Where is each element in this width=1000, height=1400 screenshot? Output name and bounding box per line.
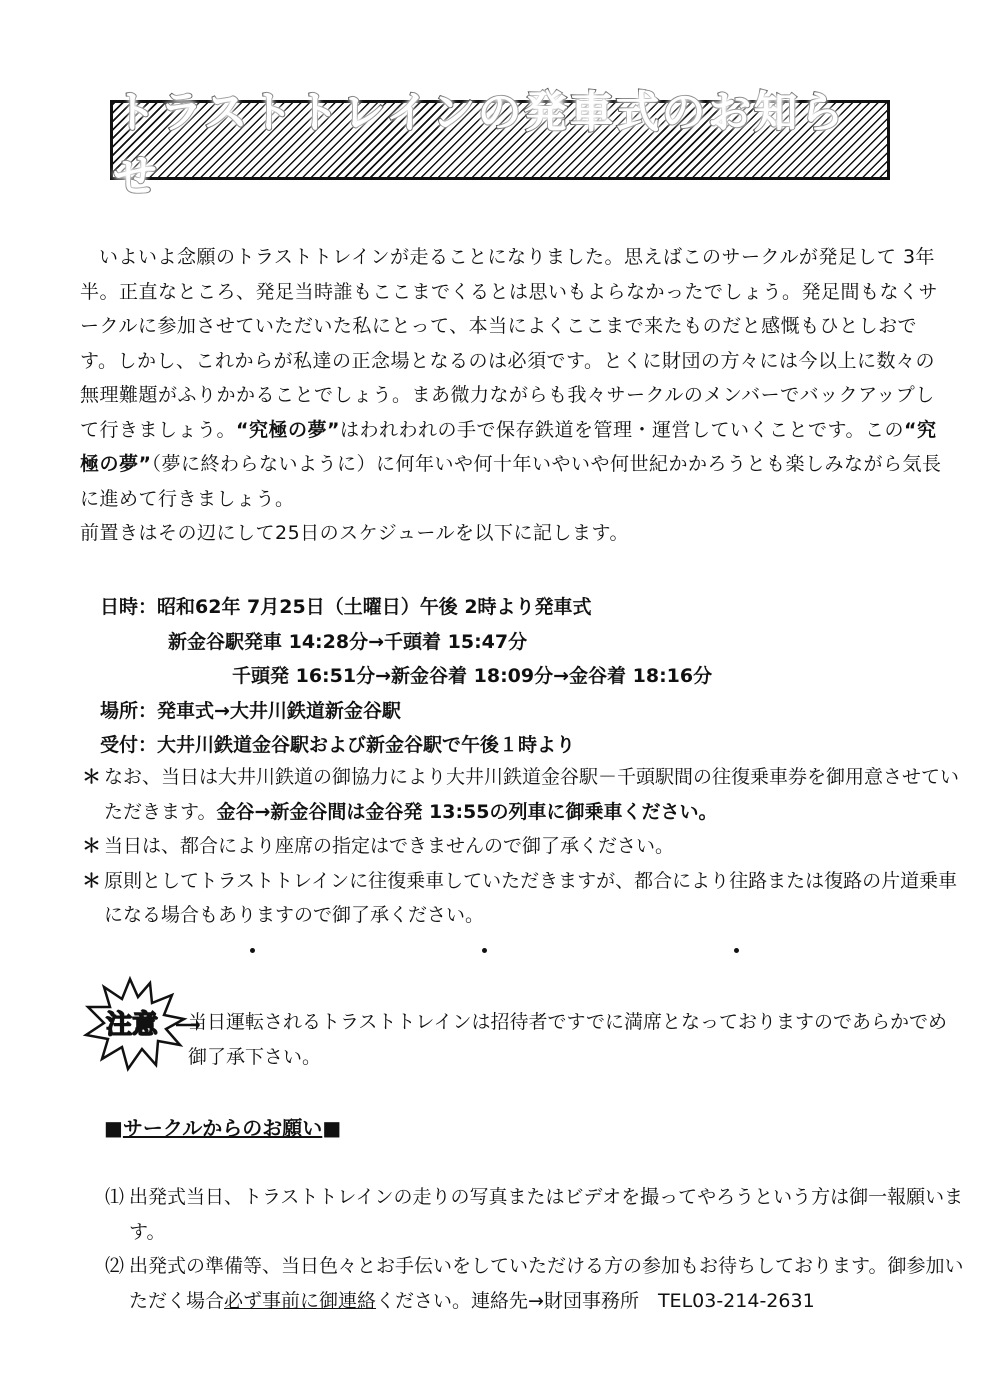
asterisk-icon: ＊ <box>82 835 102 857</box>
intro-paragraph <box>80 240 950 516</box>
contact-phone: TEL03-214-2631 <box>657 1289 815 1312</box>
request-text: ください。連絡先→財団事務所 <box>376 1289 658 1312</box>
note-text: 原則としてトラストトレインに往復乗車していただきますが、都合により往路または復路の片道乗車になる場合もありますので御了承ください。 <box>104 869 958 926</box>
request-item <box>105 1180 965 1249</box>
schedule-reception: 受付：大井川鉄道金谷駅および新金谷駅で午後１時より <box>100 734 576 756</box>
intro-text-b: はわれわれの手で保存鉄道を管理・運営していくことです。この <box>340 418 904 441</box>
request-item <box>105 1249 965 1318</box>
separator-dot <box>734 948 739 953</box>
note-text: なお、当日は大井川鉄道の御協力により大井川鉄道金谷駅－千頭駅間の往復乗車券を御用意させていただきます。 <box>104 766 960 823</box>
note-text: 当日は、都合により座席の指定はできませんので御了承ください。 <box>104 835 675 857</box>
dream-phrase: “究極の夢” <box>236 418 340 441</box>
schedule-datetime: 日時：昭和62年 7月25日（土曜日）午後 2時より発車式 <box>100 596 592 618</box>
requests-section <box>105 1180 965 1318</box>
caution-burst-icon <box>80 975 200 1075</box>
separator-dot <box>482 948 487 953</box>
schedule-section <box>100 590 960 763</box>
caution-badge <box>80 975 200 1075</box>
note-text-bold: 金谷→新金谷間は金谷発 13:55の列車に御乗車ください。 <box>216 800 718 823</box>
separator-dots <box>0 948 1000 958</box>
request-text-underlined: 必ず事前に御連絡 <box>224 1289 377 1312</box>
dream-phrase: “究極の夢” <box>80 418 937 475</box>
separator-dot <box>250 948 255 953</box>
circle-heading-text: サークルからのお願い <box>122 1116 323 1140</box>
request-text: 出発式の準備等、当日色々とお手伝いをしていただける方の参加もお待ちしております。御参加いただく場合 <box>129 1255 964 1312</box>
request-number: ⑴ <box>105 1186 125 1208</box>
note-item <box>82 829 962 864</box>
note-item <box>82 760 962 829</box>
circle-heading: ■サークルからのお願い■ <box>104 1116 342 1140</box>
notes-section <box>82 760 962 933</box>
schedule-outbound: 新金谷駅発車 14:28分→千頭着 15:47分 <box>168 630 528 653</box>
intro-closing: 前置きはその辺にして25日のスケジュールを以下に記します。 <box>80 522 630 544</box>
intro-text-a: いよいよ念願のトラストトレインが走ることになりました。思えばこのサークルが発足して 3年半。正直なところ、発足当時誰もここまでくるとは思いもよらなかったでしょう。発足間もなくサークルに参加させていただいた私にとって、本当によくここまで来たものだと感慨もひとしおです。しかし、これからが私達の正念場となるのは必須です。とくに財団の方々には今以上に数々の無理難題がふりかかることでしょう。まあ微力ながらも我々サークルのメンバーでバックアップして行きましょう。 <box>80 246 939 441</box>
intro-section <box>80 240 950 551</box>
asterisk-icon: ＊ <box>82 766 102 788</box>
page-title: トラストトレインの発車式のお知らせ <box>113 87 846 202</box>
title-banner <box>110 87 890 202</box>
schedule-place: 場所：発車式→大井川鉄道新金谷駅 <box>100 699 401 722</box>
caution-label: 注意 <box>105 1010 159 1040</box>
asterisk-icon: ＊ <box>82 869 102 892</box>
request-text: 出発式当日、トラストトレインの走りの写真またはビデオを撮ってやろうという方は御一報願います。 <box>129 1186 964 1243</box>
note-item <box>82 864 962 933</box>
intro-text-c: （夢に終わらないように）に何年いや何十年いやいや何世紀かかろうとも楽しみながら気長に進めて行きましょう。 <box>80 453 942 510</box>
request-number: ⑵ <box>105 1255 125 1277</box>
schedule-return: 千頭発 16:51分→新金谷着 18:09分→金谷着 18:16分 <box>232 665 713 687</box>
caution-text: 当日運転されるトラストトレインは招待者ですでに満席となっておりますのであらかでめ御了承下さい。 <box>188 1011 948 1068</box>
